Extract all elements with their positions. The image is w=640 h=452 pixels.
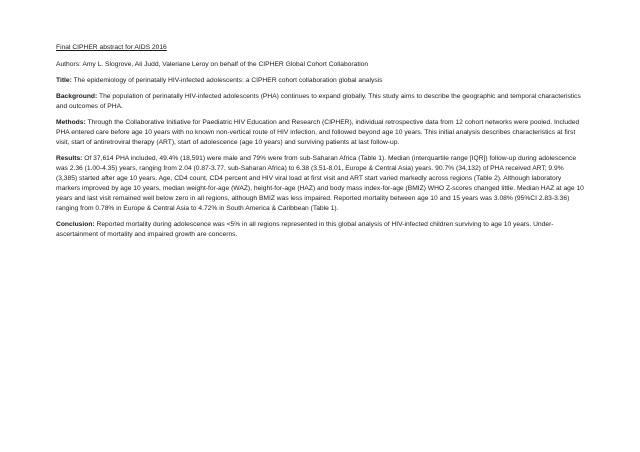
authors-line: Authors: Amy L. Slogrove, Ali Judd, Valeriane Leroy on behalf of the CIPHER Global Cohort Collaboration [56,61,369,68]
methods-text: Through the Collaborative Initiative for Paediatric HIV Education and Research (CIPHER), individual retrospective data from 12 cohort networks were pooled. Included PHA entered care before age 10 years with no known non-vertical route of HIV infection, and followed beyond age 10 years. This initial analysis describes characteristics at first visit, start of antiretroviral therapy (ART), start of adolescence (age 10 years) and surviving patients at last follow-up. [56,119,580,146]
results-label: Results: [56,155,83,162]
title-paragraph [56,76,586,86]
abstract-body [56,43,586,246]
methods-label: Methods: [56,119,86,126]
conclusion-label: Conclusion: [56,221,95,228]
conclusion-paragraph [56,220,586,240]
results-paragraph [56,154,586,214]
results-text: Of 37,614 PHA included, 49.4% (18,591) were male and 79% were from sub-Saharan Africa (Table 1). Median (interquartile range [IQR]) follow-up during adolescence was 2.36 (1.00-4.35) years, ranging from 2.04 (0.87-3.77, sub-Saharan Africa) to 6.38 (3.51-8.01, Europe & Central Asia) years. 90.7% (34,132) of PHA received ART; 9.9% (3,385) started after age 10 years. Age, CD4 count, CD4 percent and HIV viral load at first visit and ART start varied markedly across regions (Table 2). Although laboratory markers improved by age 10 years, median weight-for-age (WAZ), height-for-age (HAZ) and body mass index-for-age (BMIZ) WHO Z-scores changed little. Median HAZ at age 10 years and last visit remained well below zero in all regions, although BMIZ was less impaired. Reported mortality between age 10 and 15 years was 3.08% (95%CI 2.83-3.36) ranging from 0.78% in Europe & Central Asia to 4.72% in South America & Caribbean (Table 1). [56,155,584,212]
background-label: Background: [56,93,98,100]
methods-paragraph [56,118,586,148]
title-text: The epidemiology of perinatally HIV-infected adolescents: a CIPHER cohort collaboration global analysis [71,77,383,84]
background-text: The population of perinatally HIV-infected adolescents (PHA) continues to expand globally. This study aims to describe the geographic and temporal characteristics and outcomes of PHA. [56,93,581,110]
conclusion-text: Reported mortality during adolescence was <5% in all regions represented in this global analysis of HIV-infected children surviving to age 10 years. Under-ascertainment of mortality and impaired growth are concerns. [56,221,554,238]
document-heading: Final CIPHER abstract for AIDS 2016 [56,44,167,51]
title-label: Title: [56,77,72,84]
background-paragraph [56,92,586,112]
